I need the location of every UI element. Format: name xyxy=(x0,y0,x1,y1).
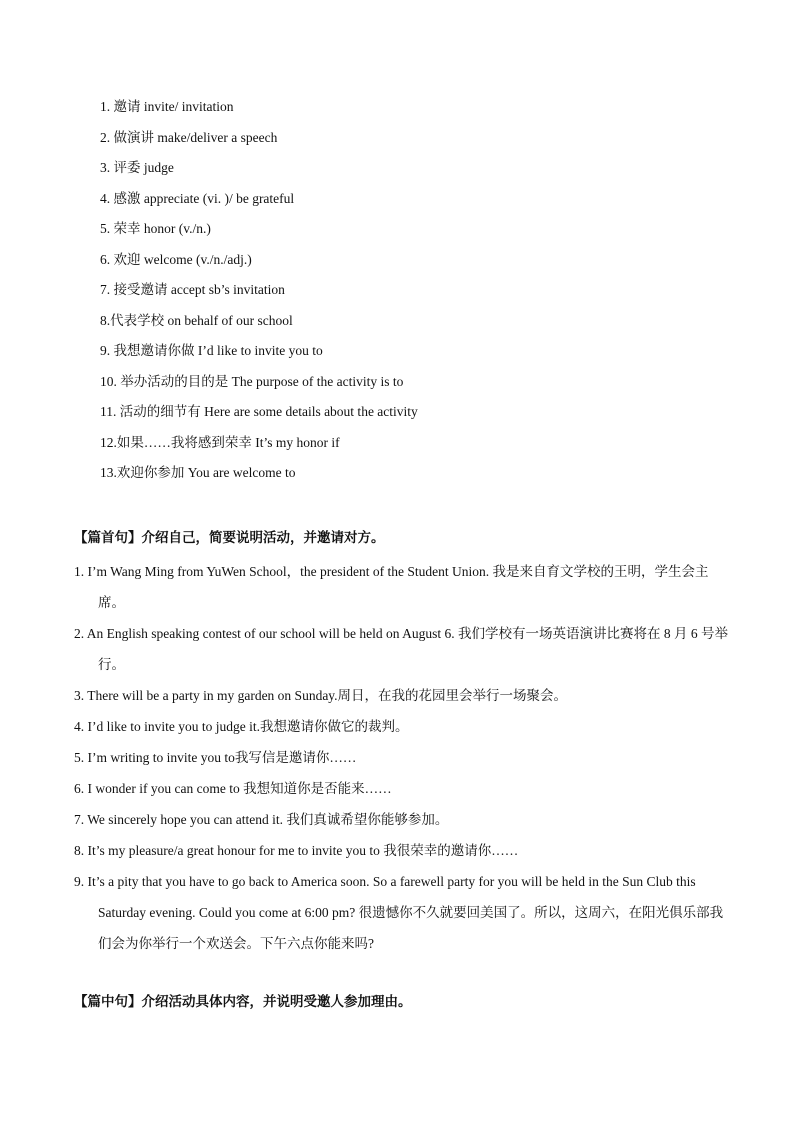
vocab-item xyxy=(100,341,418,372)
vocab-chinese: 欢迎 xyxy=(113,251,141,267)
vocab-item xyxy=(100,97,418,128)
vocab-number: 11. xyxy=(100,404,117,419)
vocab-item xyxy=(100,280,418,311)
vocab-item xyxy=(100,219,418,250)
vocab-english: honor (v./n.) xyxy=(143,221,211,236)
example-sentence xyxy=(74,866,734,959)
example-sentence xyxy=(74,556,734,618)
example-sentence xyxy=(74,742,734,773)
sentence-text: 4. I’d like to invite you to judge it.我想邀请你做它的裁判。 xyxy=(74,719,409,734)
sentence-text: 6. I wonder if you can come to 我想知道你是否能来…… xyxy=(74,781,392,796)
sentence-text: 3. There will be a party in my garden on Sunday.周日，在我的花园里会举行一场聚会。 xyxy=(74,688,568,703)
vocab-english: I’d like to invite you to xyxy=(197,343,323,358)
vocab-number: 13. xyxy=(100,465,117,480)
vocab-english: You are welcome to xyxy=(187,465,296,480)
vocabulary-list xyxy=(100,97,418,494)
vocab-chinese: 感激 xyxy=(113,190,141,206)
section-heading-body: 【篇中句】介绍活动具体内容，并说明受邀人参加理由。 xyxy=(74,994,412,1010)
vocab-item xyxy=(100,158,418,189)
vocab-item xyxy=(100,189,418,220)
vocab-number: 9. xyxy=(100,343,111,358)
vocab-number: 1. xyxy=(100,99,111,114)
example-sentence xyxy=(74,711,734,742)
vocab-chinese: 如果……我将感到荣幸 xyxy=(116,434,252,450)
vocab-number: 6. xyxy=(100,251,111,267)
sentence-text: 8. It’s my pleasure/a great honour for me to invite you to 我很荣幸的邀请你…… xyxy=(74,843,519,858)
vocab-chinese: 评委 xyxy=(113,160,141,175)
opening-sentences-list xyxy=(74,556,734,959)
vocab-chinese: 我想邀请你做 xyxy=(113,343,195,358)
example-sentence xyxy=(74,804,734,835)
vocab-number: 5. xyxy=(100,221,111,236)
vocab-chinese: 举办活动的目的是 xyxy=(120,373,229,389)
vocab-chinese: 荣幸 xyxy=(113,221,141,236)
vocab-item xyxy=(100,402,418,433)
vocab-chinese: 欢迎你参加 xyxy=(116,465,185,480)
vocab-english: judge xyxy=(143,160,174,175)
vocab-item xyxy=(100,128,418,159)
vocab-english: on behalf of our school xyxy=(167,312,293,328)
vocab-item xyxy=(100,250,418,281)
vocab-english: make/deliver a speech xyxy=(157,129,278,145)
example-sentence xyxy=(74,680,734,711)
section-heading-opening: 【篇首句】介绍自己，简要说明活动，并邀请对方。 xyxy=(74,530,385,546)
vocab-english: Here are some details about the activity xyxy=(204,404,418,419)
vocab-english: appreciate (vi. )/ be grateful xyxy=(143,190,295,206)
vocab-item xyxy=(100,433,418,464)
vocab-item xyxy=(100,311,418,342)
vocab-english: invite/ invitation xyxy=(143,99,234,114)
vocab-item xyxy=(100,372,418,403)
vocab-chinese: 活动的细节有 xyxy=(119,404,201,419)
vocab-chinese: 做演讲 xyxy=(113,129,154,145)
vocab-chinese: 代表学校 xyxy=(110,312,165,328)
example-sentence xyxy=(74,773,734,804)
vocab-english: The purpose of the activity is to xyxy=(231,373,404,389)
sentence-text: 7. We sincerely hope you can attend it. 我们真诚希望你能够参加。 xyxy=(74,812,449,827)
vocab-number: 7. xyxy=(100,282,111,297)
sentence-text: 9. It’s a pity that you have to go back to America soon. So a farewell party for you will be held in the Sun Club this Saturday evening. Could you come at 6:00 pm? 很遗憾你不久就要回美国了。所以，这周六，在阳光俱乐部我们会为你举行一个欢送会。下午六点你能来吗? xyxy=(74,874,724,951)
vocab-english: accept sb’s invitation xyxy=(170,282,285,297)
vocab-english: It’s my honor if xyxy=(255,434,340,450)
vocab-number: 2. xyxy=(100,129,111,145)
vocab-number: 4. xyxy=(100,190,111,206)
sentence-text: 2. An English speaking contest of our school will be held on August 6. 我们学校有一场英语演讲比赛将在 8 月 6 号举行。 xyxy=(74,626,728,672)
vocab-number: 10. xyxy=(100,373,117,389)
example-sentence xyxy=(74,618,734,680)
vocab-chinese: 邀请 xyxy=(113,99,141,114)
vocab-item xyxy=(100,463,418,494)
vocab-number: 8. xyxy=(100,312,111,328)
vocab-chinese: 接受邀请 xyxy=(113,282,168,297)
sentence-text: 5. I’m writing to invite you to我写信是邀请你…… xyxy=(74,750,357,765)
vocab-english: welcome (v./n./adj.) xyxy=(143,251,252,267)
sentence-text: 1. I’m Wang Ming from YuWen School，the president of the Student Union. 我是来自育文学校的王明，学生会主席。 xyxy=(74,564,709,610)
vocab-number: 12. xyxy=(100,434,117,450)
example-sentence xyxy=(74,835,734,866)
vocab-number: 3. xyxy=(100,160,111,175)
